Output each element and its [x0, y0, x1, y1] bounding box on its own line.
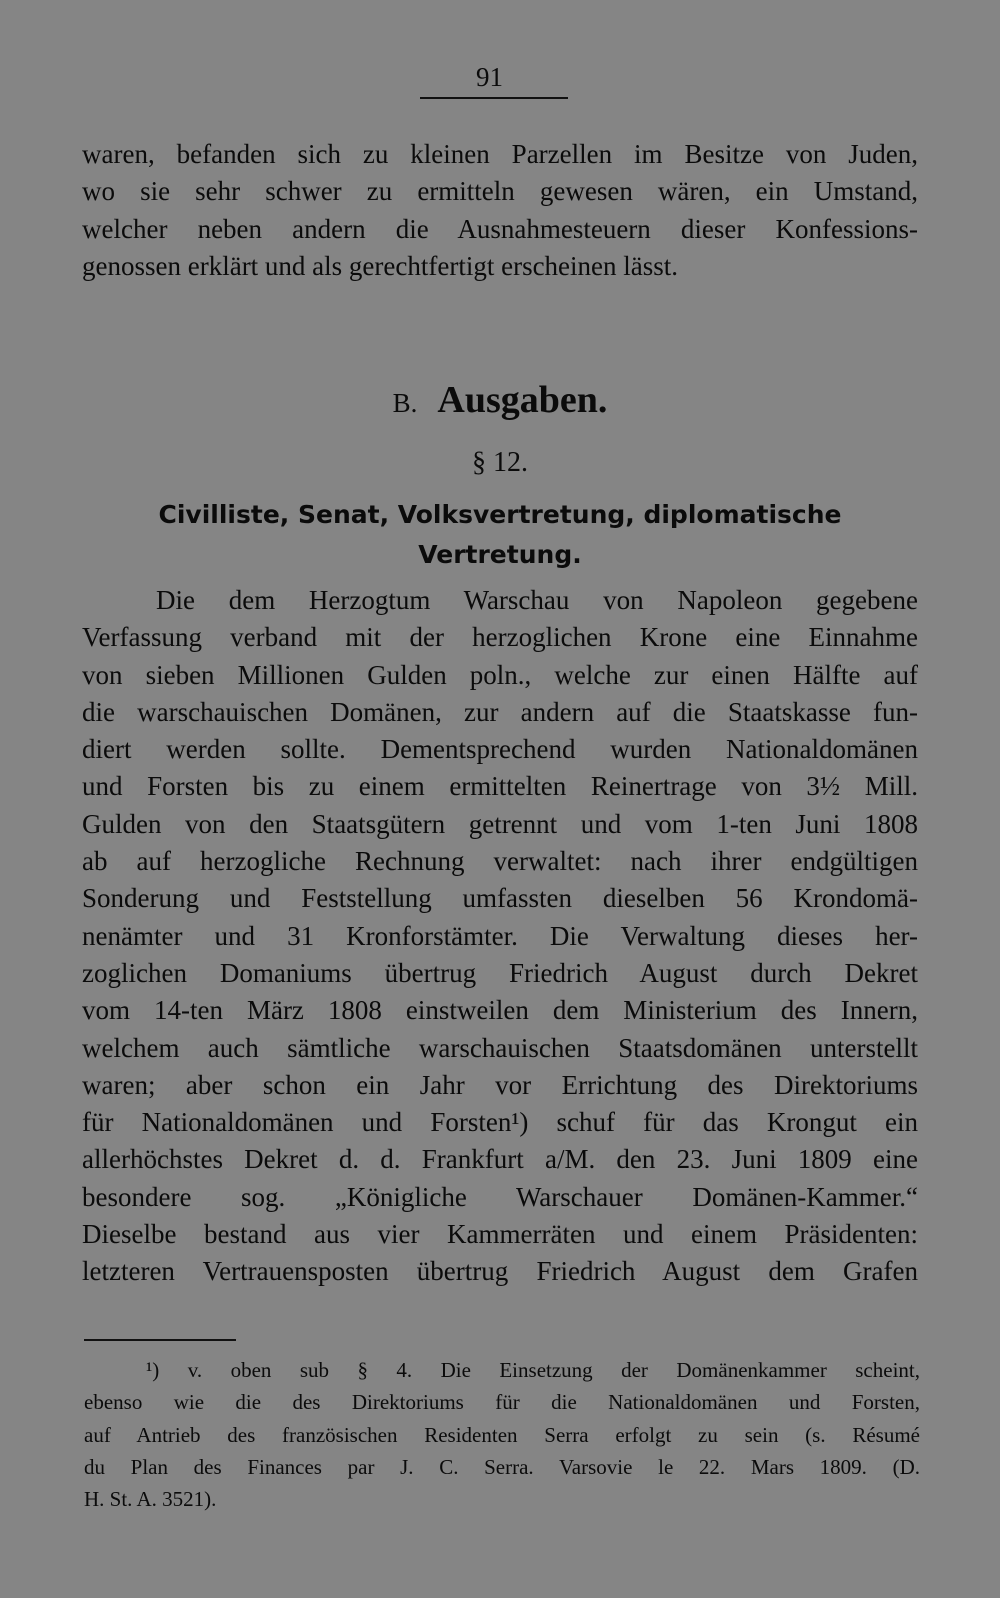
text-line: welcher neben andern die Ausnahmesteuern dieser Konfessions-: [82, 213, 918, 244]
footnote-line: auf Antrieb des französischen Residenten Serra erfolgt zu sein (s. Résumé: [84, 1422, 920, 1447]
text-line: diert werden sollte. Dementsprechend wurden Nationaldomänen: [82, 734, 918, 765]
subtitle-line: Civilliste, Senat, Volksvertretung, diplomatische: [158, 500, 842, 529]
text-line: von sieben Millionen Gulden poln., welche zur einen Hälfte auf: [82, 659, 918, 690]
text-line: die warschauischen Domänen, zur andern auf die Staatskasse fun-: [82, 696, 918, 727]
section-heading: [0, 378, 1000, 422]
section-title: Ausgaben.: [437, 379, 608, 421]
text-line: wo sie sehr schwer zu ermitteln gewesen wären, ein Umstand,: [82, 176, 918, 207]
page-number: 91: [476, 62, 503, 92]
text-line: allerhöchstes Dekret d. d. Frankfurt a/M. den 23. Juni 1809 eine: [82, 1144, 918, 1175]
footnote-line: ¹) v. oben sub § 4. Die Einsetzung der Domänenkammer scheint,: [146, 1358, 920, 1382]
text-line: Gulden von den Staatsgütern getrennt und vom 1-ten Juni 1808: [82, 808, 918, 839]
footnote-line: H. St. A. 3521).: [84, 1487, 217, 1512]
text-line: nenämter und 31 Kronforstämter. Die Verwaltung dieses her-: [82, 920, 918, 951]
section-subtitle: [100, 495, 900, 575]
footnote-line: ebenso wie die des Direktoriums für die Nationaldomänen und Forsten,: [84, 1390, 920, 1415]
footnote-rule: [84, 1339, 236, 1341]
text-line: vom 14-ten März 1808 einstweilen dem Ministerium des Innern,: [82, 995, 918, 1026]
text-line: welchem auch sämtliche warschauischen Staatsdomänen unterstellt: [82, 1032, 918, 1063]
text-line: ab auf herzogliche Rechnung verwaltet: nach ihrer endgültigen: [82, 846, 918, 877]
body-paragraph: [82, 582, 918, 1291]
section-letter: B.: [392, 388, 418, 418]
text-line: waren; aber schon ein Jahr vor Errichtung des Direktoriums: [82, 1069, 918, 1100]
text-line: für Nationaldomänen und Forsten¹) schuf für das Krongut ein: [82, 1107, 918, 1138]
text-line: besondere sog. „Königliche Warschauer Domänen-Kammer.“: [82, 1181, 918, 1212]
paragraph-number: § 12.: [472, 447, 528, 478]
page-number-rule: [420, 97, 568, 99]
text-line: letzteren Vertrauensposten übertrug Friedrich August dem Grafen: [82, 1256, 918, 1287]
text-line: genossen erklärt und als gerechtfertigt erscheinen lässt.: [82, 250, 679, 281]
text-line: waren, befanden sich zu kleinen Parzellen im Besitze von Juden,: [82, 139, 918, 169]
subtitle-line: Vertretung.: [418, 540, 582, 569]
text-line: Verfassung verband mit der herzoglichen Krone eine Einnahme: [82, 622, 918, 653]
text-line: Dieselbe bestand aus vier Kammerräten und einem Präsidenten:: [82, 1219, 918, 1250]
text-line: zoglichen Domaniums übertrug Friedrich August durch Dekret: [82, 957, 918, 988]
text-line: Sonderung und Feststellung umfassten dieselben 56 Krondomä-: [82, 883, 918, 914]
footnote: [84, 1354, 920, 1515]
footnote-line: du Plan des Finances par J. C. Serra. Varsovie le 22. Mars 1809. (D.: [84, 1454, 920, 1479]
text-line: Die dem Herzogtum Warschau von Napoleon gegebene: [156, 585, 918, 615]
intro-paragraph: [82, 136, 918, 285]
text-line: und Forsten bis zu einem ermittelten Reinertrage von 3½ Mill.: [82, 771, 918, 802]
